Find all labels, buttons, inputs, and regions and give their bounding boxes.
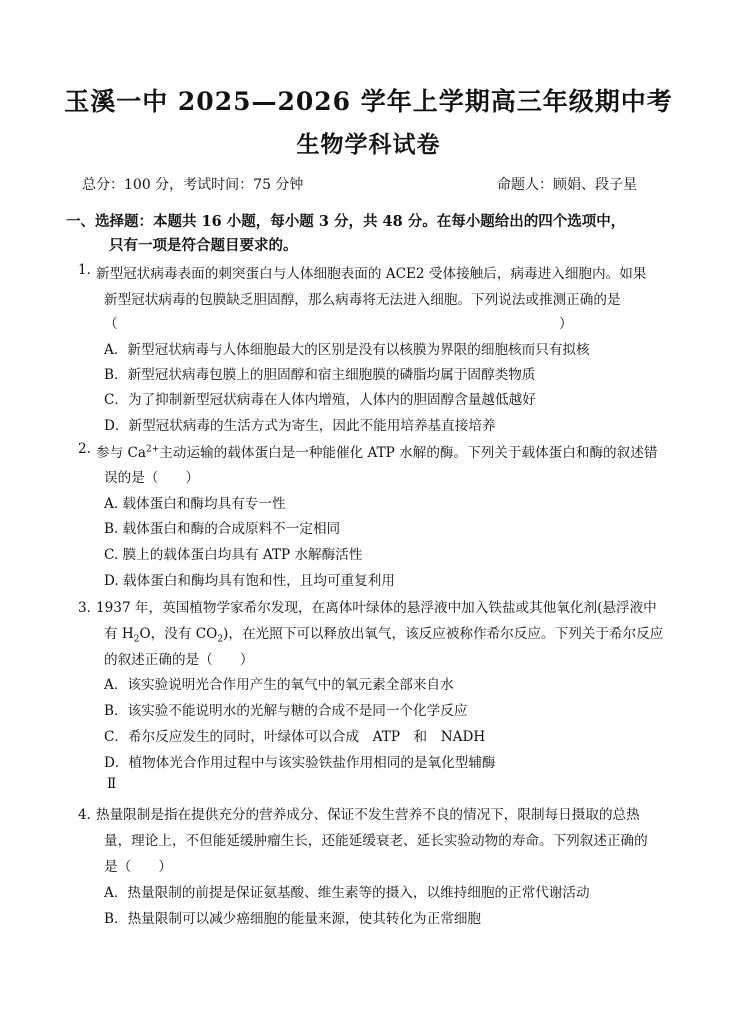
question-stem-line: 是（ ） xyxy=(104,859,172,875)
option-a: A. 载体蛋白和酶均具有专一性 xyxy=(104,496,286,512)
option-b: B．热量限制可以减少癌细胞的能量来源，使其转化为正常细胞 xyxy=(104,911,482,927)
question-stem-line: 1937 年，英国植物学家希尔发现，在离体叶绿体的悬浮液中加入铁盐或其他氧化剂(悬浮液中 xyxy=(96,600,657,616)
superscript: 2+ xyxy=(146,444,160,455)
answer-paren-close: ） xyxy=(559,316,573,332)
question-stem-line xyxy=(96,441,657,461)
stem-text: 有 H xyxy=(104,626,134,642)
exam-authors: 命题人：顾娟、段子星 xyxy=(497,177,637,193)
question-number: 3． xyxy=(78,600,101,616)
question-stem-line: 热量限制是指在提供充分的营养成分、保证不发生营养不良的情况下，限制每日摄取的总热 xyxy=(96,807,640,823)
question-stem-line xyxy=(104,622,663,645)
option-c: C. 膜上的载体蛋白均具有 ATP 水解酶活性 xyxy=(104,547,363,563)
option-a: A．新型冠状病毒与人体细胞最大的区别是没有以核膜为界限的细胞核而只有拟核 xyxy=(104,342,590,358)
option-c: C．希尔反应发生的同时，叶绿体可以合成 ATP 和 NADH xyxy=(104,729,486,745)
exam-title: 玉溪一中 2025—2026 学年上学期高三年级期中考 xyxy=(64,87,673,116)
option-d: D．新型冠状病毒的生活方式为寄生，因此不能用培养基直接培养 xyxy=(104,418,496,434)
exam-subtitle: 生物学科试卷 xyxy=(296,131,441,158)
question-stem-line: 新型冠状病毒的包膜缺乏胆固醇，那么病毒将无法进入细胞。下列说法或推测正确的是 xyxy=(104,292,621,308)
option-c: C．为了抑制新型冠状病毒在人体内增殖，人体内的胆固醇含量越低越好 xyxy=(104,392,536,408)
answer-paren-open: （ xyxy=(104,316,118,332)
subscript: 2 xyxy=(133,634,140,645)
stem-text: 主动运输的载体蛋白是一种能催化 ATP 水解的酶。下列关于载体蛋白和酶的叙述错 xyxy=(159,445,658,461)
question-stem-line: 误的是（ ） xyxy=(104,470,200,486)
option-b: B. 载体蛋白和酶的合成原料不一定相同 xyxy=(104,521,341,537)
question-number: 4． xyxy=(78,807,101,823)
question-stem-line: 量，理论上，不但能延缓肿瘤生长，还能延缓衰老、延长实验动物的寿命。下列叙述正确的 xyxy=(104,833,648,849)
stem-text: )，在光照下可以释放出氧气，该反应被称作希尔反应。下列关于希尔反应 xyxy=(223,626,664,642)
section-heading-line1: 一、选择题：本题共 16 小题，每小题 3 分，共 48 分。在每小题给出的四个选项中， xyxy=(66,213,626,230)
option-d-continuation: Ⅱ xyxy=(107,776,117,792)
question-stem-line: 的叙述正确的是（ ） xyxy=(104,652,254,668)
option-a: A．该实验说明光合作用产生的氧气中的氧元素全部来自水 xyxy=(104,677,454,693)
question-number: 2. xyxy=(78,441,91,457)
section-heading-line2: 只有一项是符合题目要求的。 xyxy=(109,237,298,254)
question-number: 1. xyxy=(78,262,91,278)
exam-score-time: 总分：100 分，考试时间：75 分钟 xyxy=(82,177,304,193)
question-stem-line: 新型冠状病毒表面的刺突蛋白与人体细胞表面的 ACE2 受体接触后，病毒进入细胞内。如果 xyxy=(96,266,647,282)
stem-text: 参与 Ca xyxy=(96,445,147,461)
subscript: 2 xyxy=(217,634,224,645)
option-b: B．该实验不能说明水的光解与糖的合成不是同一个化学反应 xyxy=(104,703,468,719)
option-d: D. 载体蛋白和酶均具有饱和性，且均可重复利用 xyxy=(104,573,395,589)
option-a: A．热量限制的前提是保证氨基酸、维生素等的摄入，以维持细胞的正常代谢活动 xyxy=(104,885,590,901)
option-d: D．植物体光合作用过程中与该实验铁盐作用相同的是氧化型辅酶 xyxy=(104,755,496,771)
option-b: B．新型冠状病毒包膜上的胆固醇和宿主细胞膜的磷脂均属于固醇类物质 xyxy=(104,367,536,383)
stem-text: O，没有 CO xyxy=(139,626,218,642)
